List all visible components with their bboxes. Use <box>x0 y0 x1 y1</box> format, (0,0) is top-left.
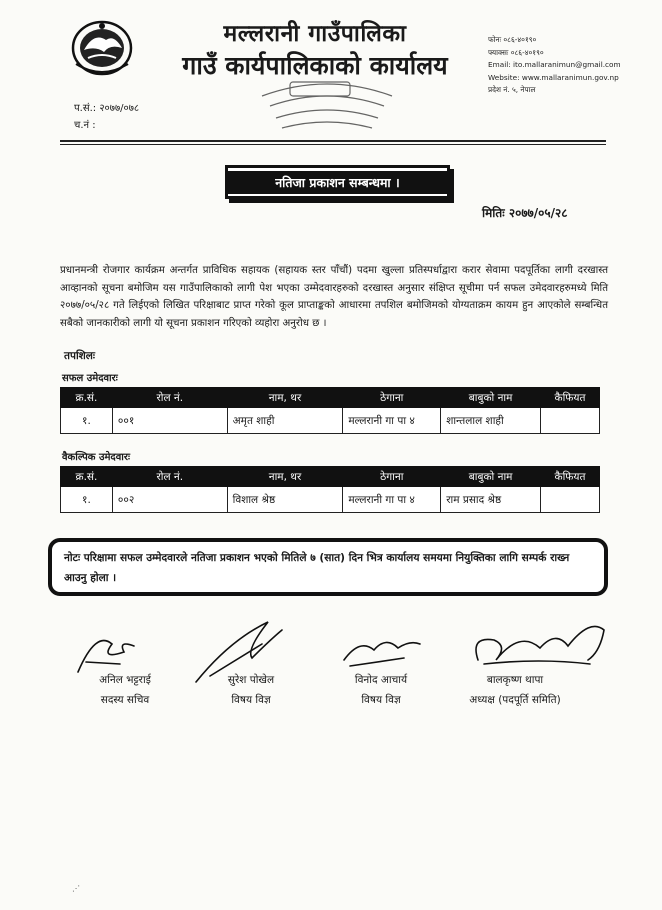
signatory-role: विषय विज्ञ <box>231 694 271 706</box>
signatory-3 <box>326 670 436 710</box>
signatory-role: अध्यक्ष (पदपूर्ति समिति) <box>469 694 561 706</box>
table-row <box>61 487 600 513</box>
government-emblem-icon <box>70 18 134 76</box>
col-name: नाम, थर <box>227 388 343 408</box>
successful-label: सफल उमेदवारः <box>62 373 118 384</box>
table-header-row <box>61 467 600 487</box>
cell-father: शान्तलाल शाही <box>441 408 541 434</box>
cell-remarks <box>541 408 600 434</box>
subject-box <box>225 165 450 199</box>
col-sn: क्र.सं. <box>61 388 113 408</box>
col-address: ठेगाना <box>343 388 441 408</box>
contact-block <box>488 34 658 97</box>
header-rule <box>60 140 606 142</box>
phone-text: फोनः ०८६-४०१९० <box>488 35 537 44</box>
col-father: बाबुको नाम <box>441 467 541 487</box>
col-remarks: कैफियत <box>541 467 600 487</box>
office-stamp-icon <box>252 76 402 138</box>
cell-roll: ००२ <box>112 487 227 513</box>
note-box: नोटः परिक्षामा सफल उम्मेदवारले नतिजा प्रकाशन भएको मितिले ७ (सात) दिन भित्र कार्यालय समयमा नियुक्तिका लागि सम्पर्क राख्न आउनु होला । <box>48 538 608 596</box>
cell-father: राम प्रसाद श्रेष्ठ <box>441 487 541 513</box>
website-text: Website: www.mallaranimun.gov.np <box>488 72 619 82</box>
signatory-4 <box>440 670 590 710</box>
notice-body: प्रधानमन्त्री रोजगार कार्यक्रम अन्तर्गत प्राविधिक सहायक (सहायक स्तर पाँचौं) पदमा खुल्ला प्रतिस्पर्धाद्वारा करार सेवामा पदपूर्तिका लागी दरखास्त आव्हानको सूचना बमोजिम यस गाउँपालिकाको लागी पेश भएका उम्मेदवारहरुको दरखास्त अनुसार संक्षिप्त सूचीमा पर्न सफल उमेदवारहरुमध्ये मिति २०७७/०५/२८ गते लिईएको लिखित परिक्षाबाट प्राप्त गरेको कूल प्राप्ताङ्कको आधारमा तपशिल बमोजिमको योग्यताक्रम कायम हुन आएकोले सम्बन्धित सबैको जानकारीको लागी यो सूचना प्रकाशन गरिएको व्यहोरा अनुरोध छ । <box>60 265 608 329</box>
ref-number: प.सं.: २०७७/०७८ <box>74 103 140 114</box>
cell-sn: १. <box>61 408 113 434</box>
province-text: प्रदेश नं. ५, नेपाल <box>488 85 536 95</box>
signatory-2 <box>196 670 306 710</box>
table-row <box>61 408 600 434</box>
cell-name: विशाल श्रेष्ठ <box>227 487 343 513</box>
cell-name: अमृत शाही <box>227 408 343 434</box>
cell-sn: १. <box>61 487 113 513</box>
issue-date: मितिः २०७७/०५/२८ <box>482 206 568 220</box>
signatory-role: विषय विज्ञ <box>361 694 401 706</box>
cell-remarks <box>541 487 600 513</box>
cell-address: मल्लरानी गा पा ४ <box>343 487 441 513</box>
col-roll: रोल नं. <box>112 467 227 487</box>
details-label: तपशिलः <box>64 350 96 362</box>
col-name: नाम, थर <box>227 467 343 487</box>
subject-text: नतिजा प्रकाशन सम्बन्धमा । <box>228 171 447 194</box>
org-name: मल्लरानी गाउँपालिका <box>223 21 407 47</box>
reference-block <box>74 100 139 134</box>
col-sn: क्र.सं. <box>61 467 113 487</box>
signatory-name: विनोद आचार्य <box>354 674 408 686</box>
signatory-name: अनिल भट्टराई <box>99 674 151 686</box>
cell-roll: ००१ <box>112 408 227 434</box>
table-header-row <box>61 388 600 408</box>
alternate-table <box>60 466 600 513</box>
signatory-name: बालकृष्ण थापा <box>486 674 544 686</box>
dispatch-number: च.नं : <box>74 120 96 131</box>
signatory-1 <box>70 670 180 710</box>
alternate-label: वैकल्पिक उमेदवारः <box>62 452 130 463</box>
col-father: बाबुको नाम <box>441 388 541 408</box>
cell-address: मल्लरानी गा पा ४ <box>343 408 441 434</box>
scan-mark-icon: ⋰ <box>72 884 80 893</box>
fax-text: फ्याक्सः ०८६-४०१९० <box>488 47 544 57</box>
office-name: गाउँ कार्यपालिकाको कार्यालय <box>182 51 448 80</box>
col-roll: रोल नं. <box>112 388 227 408</box>
signatory-role: सदस्य सचिव <box>100 694 150 706</box>
header-rule-thin <box>60 144 606 145</box>
signatory-name: सुरेश पोखेल <box>227 674 275 686</box>
email-text: Email: ito.mallaranimun@gmail.com <box>488 60 621 70</box>
col-address: ठेगाना <box>343 467 441 487</box>
col-remarks: कैफियत <box>541 388 600 408</box>
successful-table <box>60 387 600 434</box>
